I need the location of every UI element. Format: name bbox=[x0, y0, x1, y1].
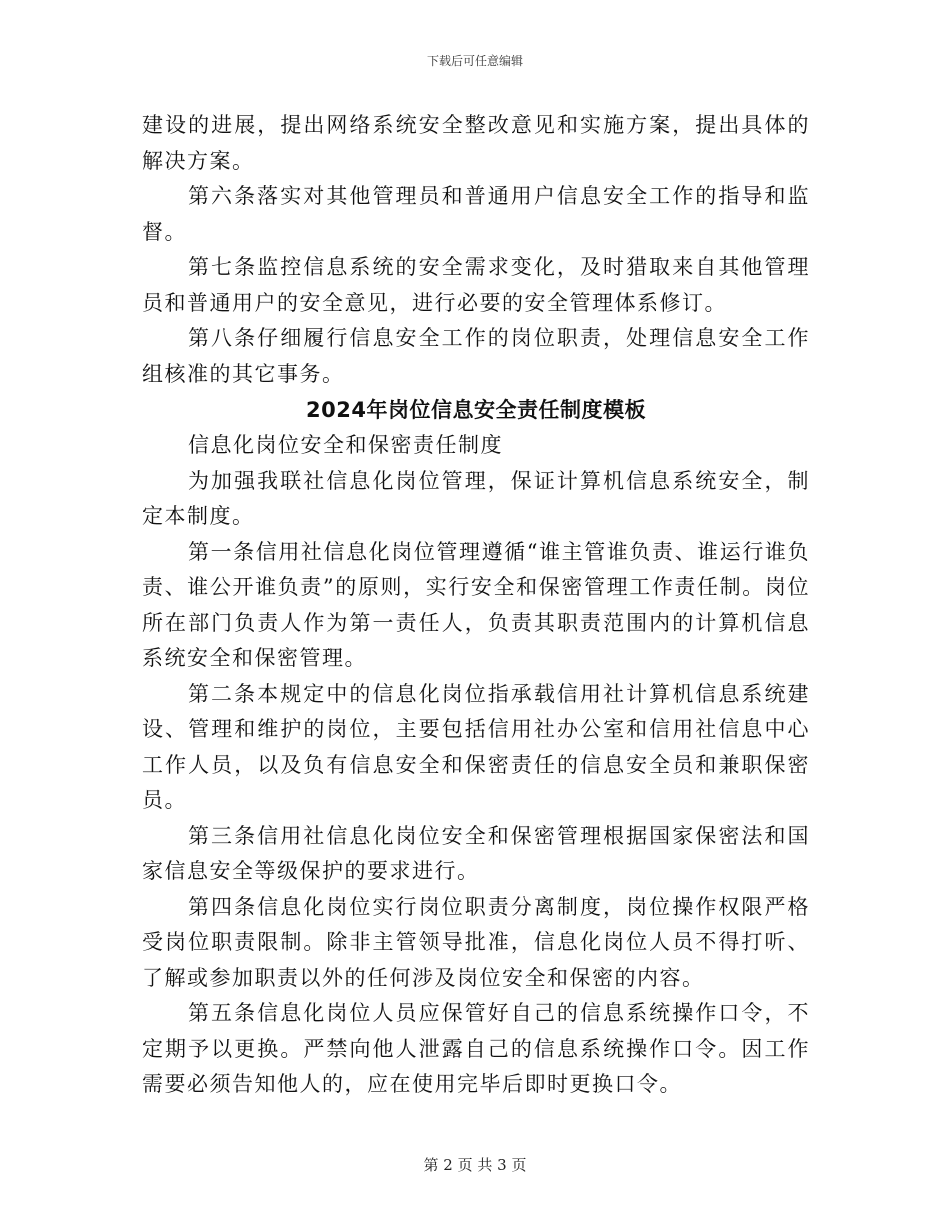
document-subtitle: 信息化岗位安全和保密责任制度 bbox=[188, 433, 503, 457]
paragraph-preamble: 为加强我联社信息化岗位管理，保证计算机信息系统安全，制定本制度。 bbox=[142, 468, 810, 528]
paragraph-article-1: 第一条信用社信息化岗位管理遵循“谁主管谁负责、谁运行谁负责、谁公开谁负责”的原则，实行安全和保密管理工作责任制。岗位所在部门负责人作为第一责任人，负责其职责范围内的计算机信息系统安全和保密管理。 bbox=[142, 539, 810, 670]
paragraph-article-4: 第四条信息化岗位实行岗位职责分离制度，岗位操作权限严格受岗位职责限制。除非主管领导批准，信息化岗位人员不得打听、了解或参加职责以外的任何涉及岗位安全和保密的内容。 bbox=[142, 894, 810, 990]
paragraph-article-3: 第三条信用社信息化岗位安全和保密管理根据国家保密法和国家信息安全等级保护的要求进行。 bbox=[142, 823, 810, 883]
paragraph-article-8: 第八条仔细履行信息安全工作的岗位职责，处理信息安全工作组核准的其它事务。 bbox=[142, 326, 810, 386]
paragraph-article-5: 第五条信息化岗位人员应保管好自己的信息系统操作口令，不定期予以更换。严禁向他人泄露自己的信息系统操作口令。因工作需要必须告知他人的，应在使用完毕后即时更换口令。 bbox=[142, 1001, 810, 1096]
paragraph-continued-1: 建设的进展，提出网络系统安全整改意见和实施方案，提出具体的解决方案。 bbox=[142, 113, 810, 173]
page-header-note: 下载后可任意编辑 bbox=[426, 54, 523, 68]
document-title: 2024年岗位信息安全责任制度模板 bbox=[306, 398, 646, 422]
document-body bbox=[142, 108, 810, 1103]
page-number-footer: 第 2 页 共 3 页 bbox=[423, 1156, 527, 1174]
paragraph-article-2: 第二条本规定中的信息化岗位指承载信用社计算机信息系统建设、管理和维护的岗位，主要包括信用社办公室和信用社信息中心工作人员，以及负有信息安全和保密责任的信息安全员和兼职保密员。 bbox=[142, 681, 810, 812]
paragraph-article-7: 第七条监控信息系统的安全需求变化，及时猎取来自其他管理员和普通用户的安全意见，进行必要的安全管理体系修订。 bbox=[142, 255, 810, 315]
paragraph-article-6: 第六条落实对其他管理员和普通用户信息安全工作的指导和监督。 bbox=[142, 184, 810, 244]
